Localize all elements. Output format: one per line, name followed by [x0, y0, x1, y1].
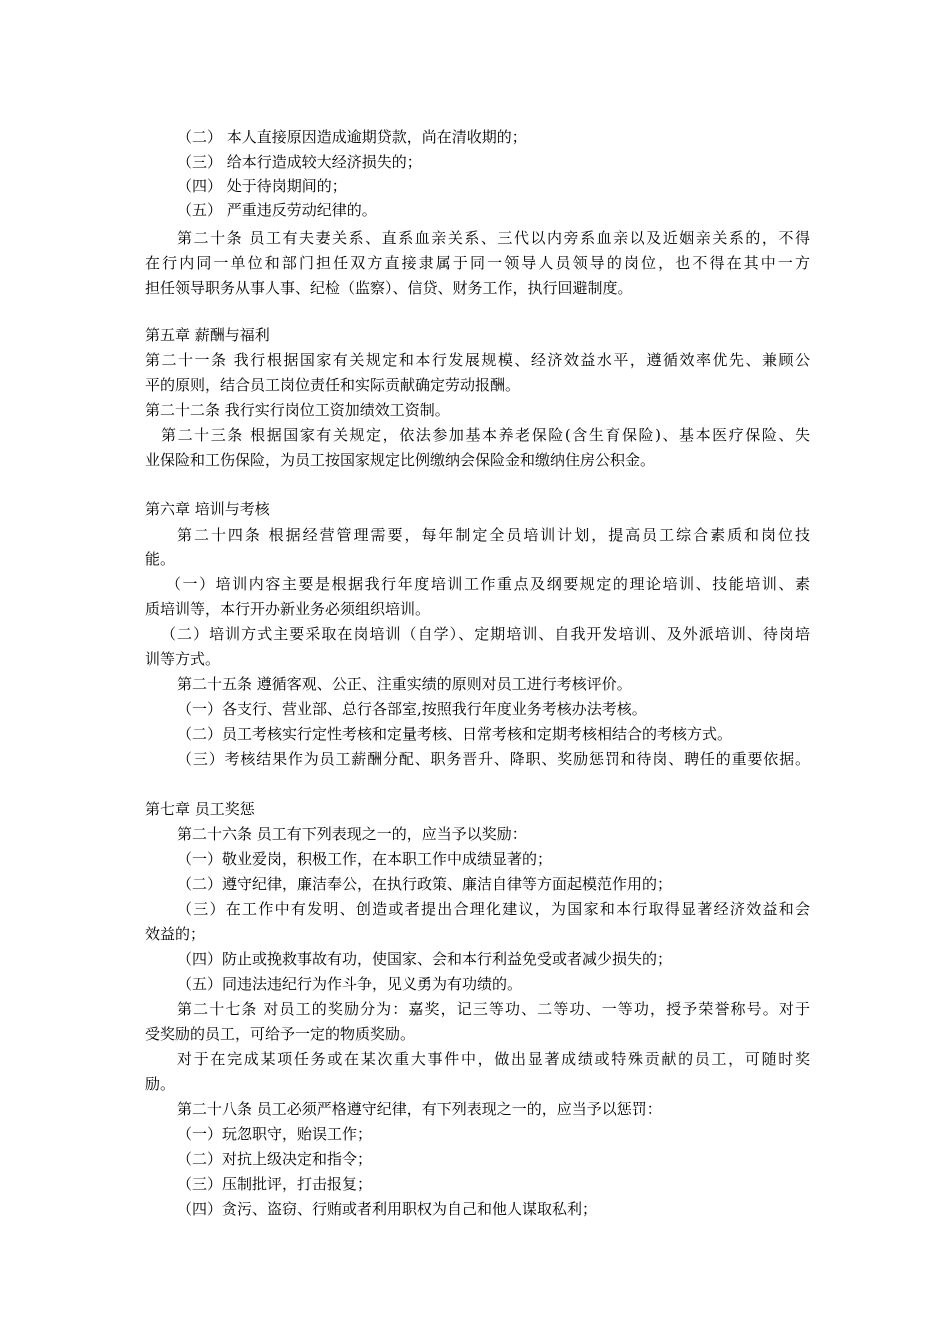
article-27-line: 第二十七条 对员工的奖励分为：嘉奖，记三等功、二等功、一等功，授予荣誉称号。对于	[177, 1000, 810, 1018]
article-22-line: 第二十二条 我行实行岗位工资加绩效工资制。	[145, 401, 450, 419]
chapter-heading: 第五章 薪酬与福利	[145, 326, 270, 344]
article-20-line: 第二十条 员工有夫妻关系、直系血亲关系、三代以内旁系血亲以及近姻亲关系的，不得	[177, 229, 810, 247]
list-item: （四）防止或挽救事故有功，使国家、会和本行利益免受或者减少损失的；	[177, 950, 673, 968]
article-23-line: 业保险和工伤保险，为员工按国家规定比例缴纳会保险金和缴纳住房公积金。	[145, 451, 656, 469]
article-28-line: 第二十八条 员工必须严格遵守纪律，有下列表现之一的，应当予以惩罚：	[177, 1100, 662, 1118]
article-24-line: 能。	[145, 550, 176, 568]
chapter-heading: 第七章 员工奖惩	[145, 800, 255, 818]
list-item: （三） 给本行造成较大经济损失的；	[177, 153, 422, 171]
article-27-line: 励。	[145, 1075, 176, 1093]
article-20-line: 在行内同一单位和部门担任双方直接隶属于同一领导人员领导的岗位，也不得在其中一方	[145, 254, 810, 272]
list-item: （二）员工考核实行定性考核和定量考核、日常考核和定期考核相结合的考核方式。	[177, 725, 733, 743]
chapter-heading: 第六章 培训与考核	[145, 500, 270, 518]
article-21-line: 第二十一条 我行根据国家有关规定和本行发展规模、经济效益水平，遵循效率优先、兼顾公	[145, 351, 810, 369]
list-item: （一）培训内容主要是根据我行年度培训工作重点及纲要规定的理论培训、技能培训、素	[166, 575, 810, 593]
article-27-line: 对于在完成某项任务或在某次重大事件中，做出显著成绩或特殊贡献的员工，可随时奖	[177, 1050, 810, 1068]
list-item: （二）培训方式主要采取在岗培训（自学）、定期培训、自我开发培训、及外派培训、待岗培	[161, 625, 810, 643]
article-20-line: 担任领导职务从事人事、纪检（监察）、信贷、财务工作，执行回避制度。	[145, 279, 633, 297]
list-item: 效益的；	[145, 925, 206, 943]
list-item: 质培训等，本行开办新业务必须组织培训。	[145, 600, 431, 618]
list-item: （四）贪污、盗窃、行贿或者利用职权为自己和他人谋取私利；	[177, 1200, 598, 1218]
list-item: （二）对抗上级决定和指令；	[177, 1150, 373, 1168]
article-24-line: 第二十四条 根据经营管理需要，每年制定全员培训计划，提高员工综合素质和岗位技	[177, 526, 810, 544]
article-21-line: 平的原则，结合员工岗位责任和实际贡献确定劳动报酬。	[145, 376, 521, 394]
list-item: 训等方式。	[145, 650, 221, 668]
article-27-line: 受奖励的员工，可给予一定的物质奖励。	[145, 1025, 416, 1043]
list-item: （三）考核结果作为员工薪酬分配、职务晋升、降职、奖励惩罚和待岗、聘任的重要依据。	[177, 750, 810, 768]
list-item: （四） 处于待岗期间的；	[177, 177, 347, 195]
list-item: （一）玩忽职守，贻误工作；	[177, 1125, 373, 1143]
list-item: （三）在工作中有发明、创造或者提出合理化建议，为国家和本行取得显著经济效益和会	[177, 900, 810, 918]
list-item: （一）敬业爱岗，积极工作，在本职工作中成绩显著的；	[177, 850, 553, 868]
list-item: （五）同违法违纪行为作斗争，见义勇为有功绩的。	[177, 975, 523, 993]
article-25-line: 第二十五条 遵循客观、公正、注重实绩的原则对员工进行考核评价。	[177, 675, 632, 693]
list-item: （一）各支行、营业部、总行各部室,按照我行年度业务考核办法考核。	[177, 700, 647, 718]
list-item: （五） 严重违反劳动纪律的。	[177, 201, 377, 219]
list-item: （三）压制批评，打击报复；	[177, 1175, 373, 1193]
list-item: （二） 本人直接原因造成逾期贷款，尚在清收期的；	[177, 128, 527, 146]
article-26-line: 第二十六条 员工有下列表现之一的，应当予以奖励：	[177, 825, 527, 843]
article-23-line: 第二十三条 根据国家有关规定，依法参加基本养老保险(含生育保险)、基本医疗保险、失	[161, 426, 810, 444]
list-item: （二）遵守纪律，廉洁奉公，在执行政策、廉洁自律等方面起模范作用的；	[177, 875, 673, 893]
